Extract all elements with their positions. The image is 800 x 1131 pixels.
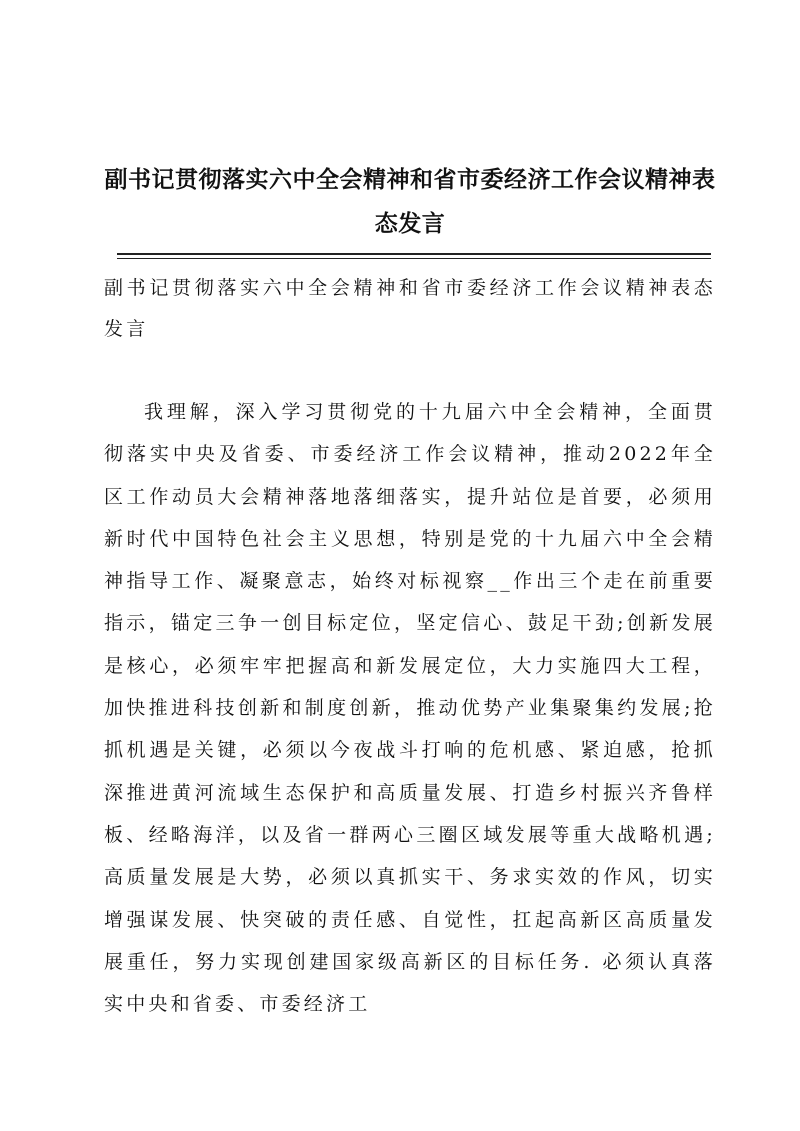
- document-subtitle: 副书记贯彻落实六中全会精神和省市委经济工作会议精神表态发言: [104, 277, 716, 340]
- body-paragraph: [104, 391, 716, 1025]
- document-title: 副书记贯彻落实六中全会精神和省市委经济工作会议精神表态发言: [104, 166, 716, 237]
- title-divider-thick: [117, 253, 711, 255]
- body-paragraph-text: 我理解，深入学习贯彻党的十九届六中全会精神，全面贯彻落实中央及省委、市委经济工作会议精神，推动2022年全区工作动员大会精神落地落细落实，提升站位是首要，必须用新时代中国特色社会主义思想，特别是党的十九届六中全会精神指导工作、凝聚意志，始终对标视察__作出三个走在前重要指示，锚定三争一创目标定位，坚定信心、鼓足干劲;创新发展是核心，必须牢牢把握高和新发展定位，大力实施四大工程，加快推进科技创新和制度创新，推动优势产业集聚集约发展;抢抓机遇是关键，必须以今夜战斗打响的危机感、紧迫感，抢抓深推进黄河流域生态保护和高质量发展、打造乡村振兴齐鲁样板、经略海洋，以及省一群两心三圈区域发展等重大战略机遇;高质量发展是大势，必须以真抓实干、务求实效的作风，切实增强谋发展、快突破的责任感、自觉性，扛起高新区高质量发展重任，努力实现创建国家级高新区的目标任务. 必须认真落实中央和省委、市委经济工: [104, 401, 716, 1016]
- title-divider-thin: [117, 258, 711, 259]
